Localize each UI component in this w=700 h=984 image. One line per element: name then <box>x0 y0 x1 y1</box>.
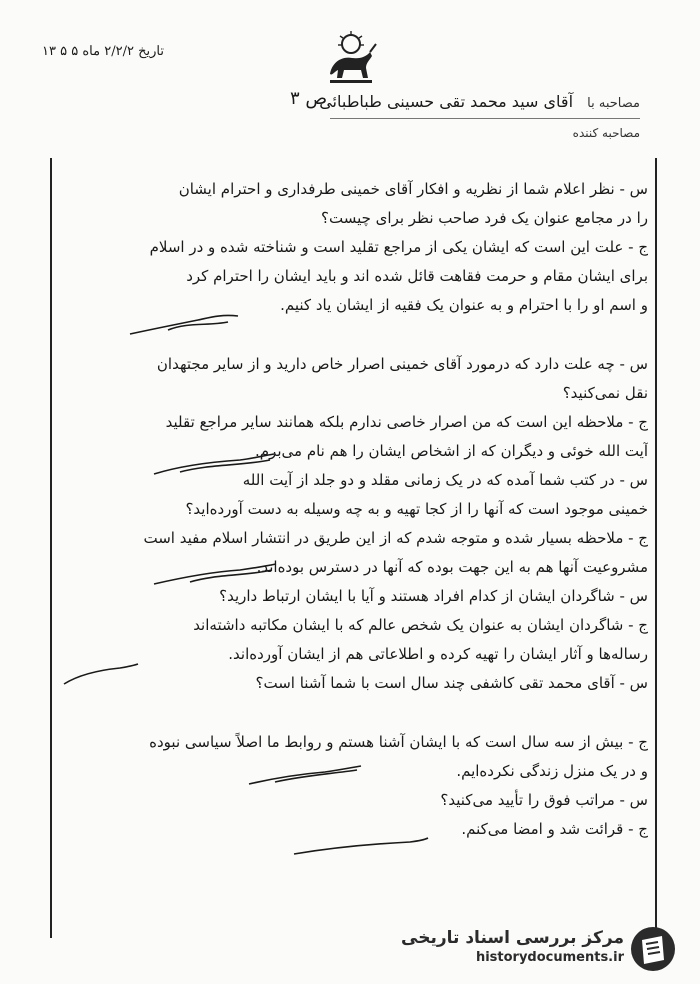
text-line: و در یک منزل زندگی نکرده‌ایم. <box>456 762 648 780</box>
text-line: و اسم او را با احترام و به عنوان یک فقیه از ایشان یاد کنیم. <box>280 296 648 314</box>
page-frame-right-rule <box>655 158 657 938</box>
page-frame-left-rule <box>50 158 52 938</box>
text-line: برای ایشان مقام و حرمت فقاهت قائل شده اند و باید ایشان را احترام کرد <box>186 267 648 285</box>
text-line: س - مراتب فوق را تأیید می‌کنید؟ <box>440 791 648 809</box>
text-line: س - در کتب شما آمده که در یک زمانی مقلد و دو جلد از آیت الله <box>242 471 648 489</box>
text-line: خمینی موجود است که آنها را از کجا تهیه و به چه وسیله به دست آورده‌اید؟ <box>185 500 648 518</box>
text-line: آیت الله خوئی و دیگران که از اشخاص ایشان را هم نام می‌برم. <box>255 442 648 460</box>
interviewee-name: آقای سید محمد تقی حسینی طباطبائی <box>319 92 574 111</box>
watermark-org-name: مرکز بررسی اسناد تاریخی <box>401 928 624 948</box>
interview-underline <box>330 118 640 119</box>
text-line: را در مجامع عنوان یک فرد صاحب نظر برای چیست؟ <box>321 209 648 227</box>
text-line: ج - بیش از سه سال است که با ایشان آشنا هستم و روابط ما اصلاً سیاسی نبوده <box>149 733 648 751</box>
text-line: ج - شاگردان ایشان به عنوان یک شخص عالم که با ایشان مکاتبه داشته‌اند <box>193 616 648 634</box>
archive-watermark <box>401 924 688 974</box>
lion-and-sun-emblem-icon <box>322 30 380 92</box>
page-number: ص ۳ <box>290 88 328 109</box>
text-line: نقل نمی‌کنید؟ <box>562 384 648 402</box>
text-line: س - چه علت دارد که درمورد آقای خمینی اصرار خاص دارید و از سایر مجتهدان <box>156 355 648 373</box>
text-line: س - نظر اعلام شما از نظریه و افکار آقای خمینی طرفداری و احترام ایشان <box>178 180 648 198</box>
text-line: س - آقای محمد تقی کاشفی چند سال است با شما آشنا است؟ <box>255 674 648 692</box>
interviewer-label: مصاحبه کننده <box>572 126 640 140</box>
signature-mark-3 <box>150 560 280 590</box>
text-line: مشروعیت آنها هم به این جهت بوده که آنها در دسترس بوده‌اند. <box>256 558 648 576</box>
signature-mark-6 <box>290 832 430 860</box>
text-line: س - شاگردان ایشان از کدام افراد هستند و آیا با ایشان ارتباط دارید؟ <box>219 587 648 605</box>
archive-logo-icon <box>628 924 678 978</box>
signature-mark-2 <box>150 450 280 480</box>
text-line: ج - قرائت شد و امضا می‌کنم. <box>461 820 648 838</box>
signature-mark-4 <box>60 660 140 690</box>
watermark-url: historydocuments.ir <box>475 950 624 965</box>
date-line: تاریخ ۲/۲/۲ ماه ۵ ۵ ۱۳ <box>42 44 164 59</box>
text-line: ج - ملاحظه بسیار شده و متوجه شدم که از این طریق در انتشار اسلام مفید است <box>143 529 648 547</box>
text-line: ج - ملاحظه این است که من اصرار خاصی ندارم بلکه همانند سایر مراجع تقلید <box>165 413 648 431</box>
interview-label: مصاحبه با <box>587 96 640 111</box>
handwritten-text-body <box>66 175 648 844</box>
text-line: ج - علت این است که ایشان یکی از مراجع تقلید است و شناخته شده و در اسلام <box>149 238 648 256</box>
text-line: رساله‌ها و آثار ایشان را تهیه کرده و اطلاعاتی هم از ایشان آورده‌اند. <box>228 645 648 663</box>
signature-mark-1 <box>128 310 248 340</box>
signature-mark-5 <box>245 760 365 790</box>
interview-header <box>319 92 640 111</box>
